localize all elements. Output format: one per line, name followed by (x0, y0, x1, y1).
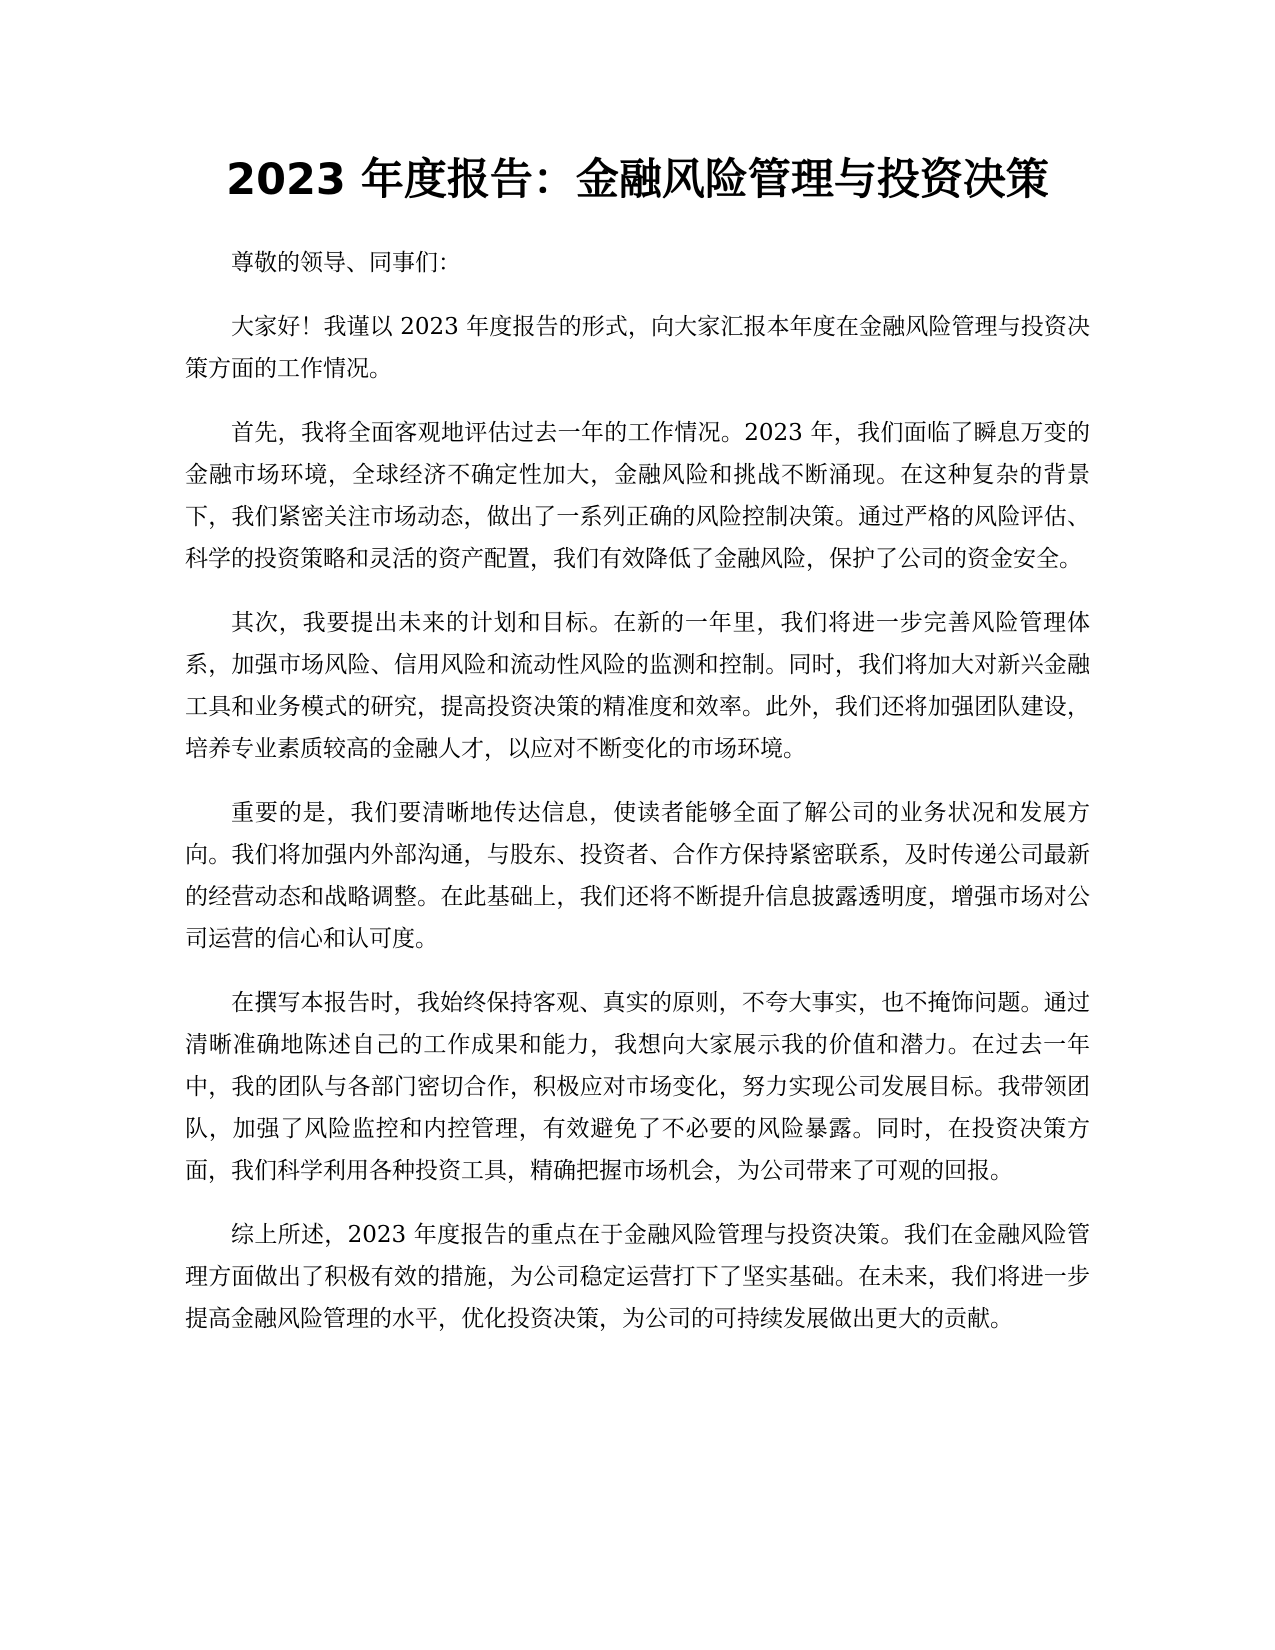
document-title: 2023 年度报告：金融风险管理与投资决策 (226, 155, 1049, 205)
paragraph-greeting: 大家好！我谨以 2023 年度报告的形式，向大家汇报本年度在金融风险管理与投资决策方面的工作情况。 (185, 314, 1090, 382)
paragraph-communication: 重要的是，我们要清晰地传达信息，使读者能够全面了解公司的业务状况和发展方向。我们将加强内外部沟通，与股东、投资者、合作方保持紧密联系，及时传递公司最新的经营动态和战略调整。在此基础上，我们还将不断提升信息披露透明度，增强市场对公司运营的信心和认可度。 (185, 800, 1090, 952)
paragraph-plans: 其次，我要提出未来的计划和目标。在新的一年里，我们将进一步完善风险管理体系，加强市场风险、信用风险和流动性风险的监测和控制。同时，我们将加大对新兴金融工具和业务模式的研究，提高投资决策的精准度和效率。此外，我们还将加强团队建设，培养专业素质较高的金融人才，以应对不断变化的市场环境。 (185, 610, 1090, 762)
paragraph-conclusion: 综上所述，2023 年度报告的重点在于金融风险管理与投资决策。我们在金融风险管理方面做出了积极有效的措施，为公司稳定运营打下了坚实基础。在未来，我们将进一步提高金融风险管理的水平，优化投资决策，为公司的可持续发展做出更大的贡献。 (185, 1222, 1090, 1332)
salutation: 尊敬的领导、同事们： (231, 250, 461, 276)
paragraph-review: 首先，我将全面客观地评估过去一年的工作情况。2023 年，我们面临了瞬息万变的金融市场环境，全球经济不确定性加大，金融风险和挑战不断涌现。在这种复杂的背景下，我们紧密关注市场动态，做出了一系列正确的风险控制决策。通过严格的风险评估、科学的投资策略和灵活的资产配置，我们有效降低了金融风险，保护了公司的资金安全。 (185, 420, 1090, 572)
paragraph-achievements: 在撰写本报告时，我始终保持客观、真实的原则，不夸大事实，也不掩饰问题。通过清晰准确地陈述自己的工作成果和能力，我想向大家展示我的价值和潜力。在过去一年中，我的团队与各部门密切合作，积极应对市场变化，努力实现公司发展目标。我带领团队，加强了风险监控和内控管理，有效避免了不必要的风险暴露。同时，在投资决策方面，我们科学利用各种投资工具，精确把握市场机会，为公司带来了可观的回报。 (185, 990, 1090, 1184)
document-body (185, 242, 1090, 1362)
